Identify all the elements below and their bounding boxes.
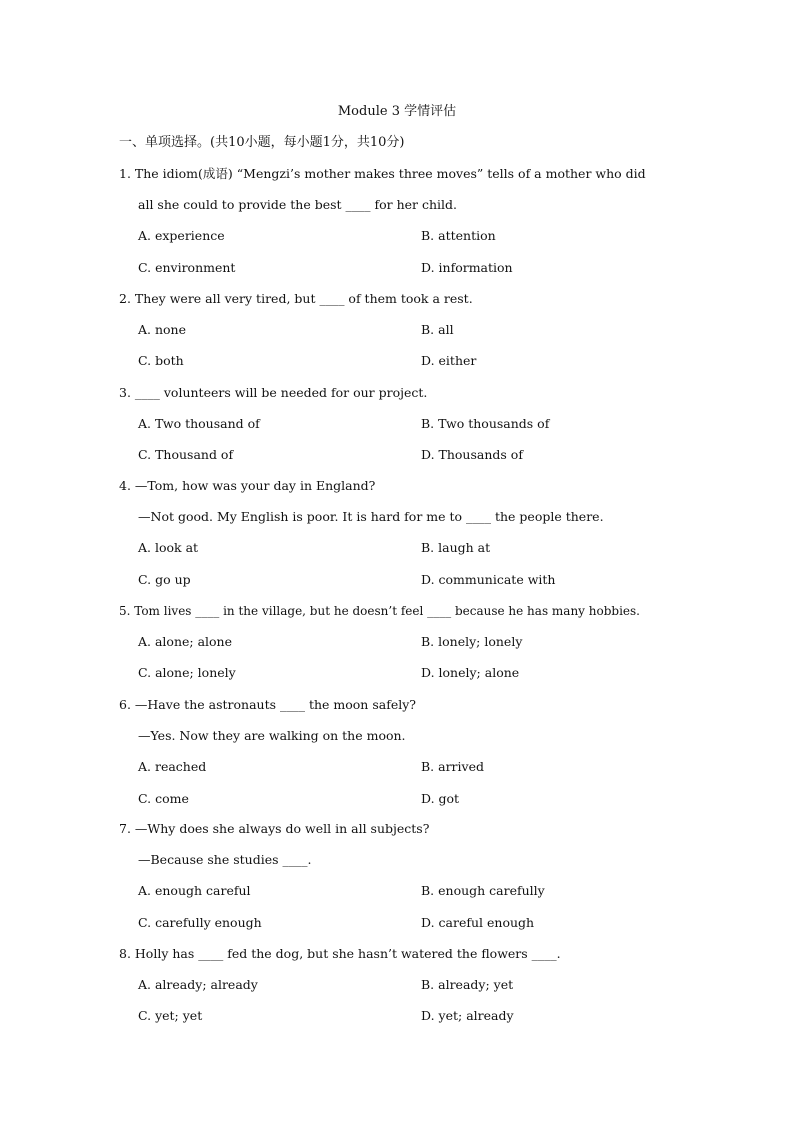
question-stem: 8. Holly has ____ fed the dog, but she hasn’t watered the flowers ____. xyxy=(119,946,561,961)
option-b: B. arrived xyxy=(421,759,484,775)
option-b: B. Two thousands of xyxy=(421,416,550,432)
option-c: C. go up xyxy=(138,571,191,587)
option-d: D. Thousands of xyxy=(421,447,523,463)
question-stem: 4. —Tom, how was your day in England? xyxy=(119,478,376,493)
option-row xyxy=(119,227,689,258)
option-b: B. enough carefully xyxy=(421,883,545,899)
option-row xyxy=(119,446,689,477)
question-stem: 2. They were all very tired, but ____ of them took a rest. xyxy=(119,291,473,306)
question-5 xyxy=(119,602,689,696)
option-row xyxy=(119,790,689,821)
option-c: C. alone; lonely xyxy=(138,665,236,681)
option-b: B. attention xyxy=(421,228,496,244)
option-b: B. laugh at xyxy=(421,540,491,556)
question-2 xyxy=(119,290,689,384)
option-row xyxy=(119,259,689,290)
page-title: Module 3 学情评估 xyxy=(337,104,457,119)
option-row xyxy=(119,633,689,664)
option-c: C. Thousand of xyxy=(138,447,234,463)
option-row xyxy=(119,882,689,913)
question-stem-continuation: —Yes. Now they are walking on the moon. xyxy=(138,728,406,744)
section-heading: 一、单项选择。(共10小题，每小题1分，共10分) xyxy=(119,135,405,150)
question-1 xyxy=(119,165,689,290)
option-row xyxy=(119,571,689,602)
question-7 xyxy=(119,820,689,945)
option-row xyxy=(119,352,689,383)
question-stem: 1. The idiom(成语) “Mengzi’s mother makes three moves” tells of a mother who did xyxy=(119,166,646,181)
question-stem-continuation: all she could to provide the best ____ for her child. xyxy=(138,197,458,213)
question-stem: 7. —Why does she always do well in all subjects? xyxy=(119,821,430,836)
question-4 xyxy=(119,477,689,602)
option-row xyxy=(119,976,689,1007)
option-d: D. yet; already xyxy=(421,1008,514,1024)
option-a: A. reached xyxy=(138,759,207,775)
option-row xyxy=(119,539,689,570)
option-row xyxy=(119,664,689,695)
option-b: B. all xyxy=(421,322,454,338)
question-stem: 3. ____ volunteers will be needed for our project. xyxy=(119,385,428,400)
option-a: A. experience xyxy=(138,228,225,244)
question-3 xyxy=(119,384,689,478)
option-a: A. enough careful xyxy=(138,883,251,899)
option-d: D. careful enough xyxy=(421,914,535,930)
question-stem-continuation: —Because she studies ____. xyxy=(138,852,312,868)
option-d: D. lonely; alone xyxy=(421,665,520,681)
option-c: C. both xyxy=(138,353,184,369)
question-8 xyxy=(119,945,689,1039)
option-a: A. look at xyxy=(138,540,199,556)
option-d: D. information xyxy=(421,259,513,275)
question-stem: 5. Tom lives ____ in the village, but he doesn’t feel ____ because he has many hobbies. xyxy=(119,604,640,618)
option-c: C. yet; yet xyxy=(138,1008,203,1024)
question-6 xyxy=(119,696,689,821)
option-row xyxy=(119,415,689,446)
option-b: B. lonely; lonely xyxy=(421,634,523,650)
option-c: C. carefully enough xyxy=(138,914,262,930)
question-stem-continuation: —Not good. My English is poor. It is hard for me to ____ the people there. xyxy=(138,509,604,525)
option-row xyxy=(119,1007,689,1038)
option-c: C. come xyxy=(138,790,189,806)
option-b: B. already; yet xyxy=(421,977,514,993)
option-a: A. already; already xyxy=(138,977,258,993)
option-a: A. Two thousand of xyxy=(138,416,260,432)
question-stem: 6. —Have the astronauts ____ the moon safely? xyxy=(119,697,416,712)
option-a: A. alone; alone xyxy=(138,634,233,650)
option-row xyxy=(119,758,689,789)
option-c: C. environment xyxy=(138,259,236,275)
option-d: D. got xyxy=(421,790,460,806)
option-row xyxy=(119,914,689,945)
option-d: D. either xyxy=(421,353,477,369)
option-row xyxy=(119,321,689,352)
option-d: D. communicate with xyxy=(421,571,556,587)
option-a: A. none xyxy=(138,322,186,338)
